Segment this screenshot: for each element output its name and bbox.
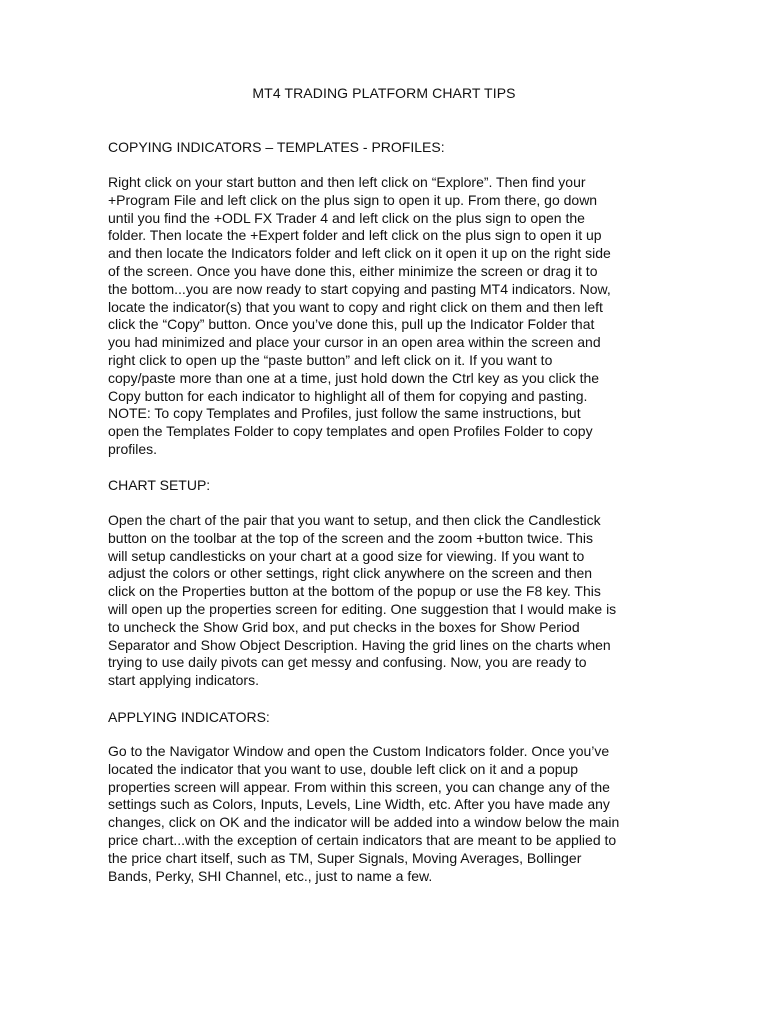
section-body-chart-setup [108,512,668,690]
document-title: MT4 TRADING PLATFORM CHART TIPS [252,85,516,101]
body-line: of the screen. Once you have done this, either minimize the screen or drag it to [108,262,598,279]
section-heading-chart-setup: CHART SETUP: [108,477,211,493]
body-line: you had minimized and place your cursor in an open area within the screen and [108,334,601,351]
body-line: to uncheck the Show Grid box, and put checks in the boxes for Show Period [108,618,580,635]
section-heading-applying-indicators: APPLYING INDICATORS: [108,709,270,725]
body-line: Copy button for each indicator to highlight all of them for copying and pasting. [108,387,588,404]
body-line: located the indicator that you want to use, double left click on it and a popup [108,760,579,777]
body-line: Bands, Perky, SHI Channel, etc., just to name a few. [108,867,433,884]
body-line: +Program File and left click on the plus sign to open it up. From there, go down [108,191,598,208]
body-line: right click to open up the “paste button” and left click on it. If you want to [108,351,553,368]
body-line: the price chart itself, such as TM, Super Signals, Moving Averages, Bollinger [108,849,582,866]
body-line: trying to use daily pivots can get messy and confusing. Now, you are ready to [108,654,587,671]
body-line: profiles. [108,440,158,457]
body-line: the bottom...you are now ready to start copying and pasting MT4 indicators. Now, [108,280,611,297]
body-line: will open up the properties screen for editing. One suggestion that I would make is [108,600,617,617]
body-line: click the “Copy” button. Once you’ve done this, pull up the Indicator Folder that [108,316,595,333]
body-line: Separator and Show Object Description. Having the grid lines on the charts when [108,636,611,653]
body-line: Go to the Navigator Window and open the Custom Indicators folder. Once you’ve [108,743,610,759]
body-line: Open the chart of the pair that you want to setup, and then click the Candlestick [108,512,601,528]
body-line: will setup candlesticks on your chart at a good size for viewing. If you want to [108,547,585,564]
body-line: properties screen will appear. From within this screen, you can change any of the [108,778,610,795]
body-line: copy/paste more than one at a time, just hold down the Ctrl key as you click the [108,369,600,386]
section-body-copying-indicators [108,174,668,459]
body-line: until you find the +ODL FX Trader 4 and left click on the plus sign to open the [108,209,585,226]
body-line: open the Templates Folder to copy templates and open Profiles Folder to copy [108,423,593,440]
body-line: start applying indicators. [108,672,259,689]
body-line: price chart...with the exception of certain indicators that are meant to be applied to [108,831,617,848]
body-line: NOTE: To copy Templates and Profiles, just follow the same instructions, but [108,405,581,422]
body-line: click on the Properties button at the bottom of the popup or use the F8 key. This [108,583,601,600]
body-line: and then locate the Indicators folder and left click on it open it up on the right side [108,245,611,262]
body-line: button on the toolbar at the top of the screen and the zoom +button twice. This [108,529,594,546]
body-line: settings such as Colors, Inputs, Levels, Line Width, etc. After you have made any [108,796,610,813]
body-line: folder. Then locate the +Expert folder and left click on the plus sign to open it up [108,227,602,244]
body-line: adjust the colors or other settings, right click anywhere on the screen and then [108,565,593,582]
section-body-applying-indicators [108,743,668,885]
body-line: changes, click on OK and the indicator will be added into a window below the main [108,814,620,831]
body-line: Right click on your start button and then left click on “Explore”. Then find your [108,174,586,190]
body-line: locate the indicator(s) that you want to copy and right click on them and then left [108,298,603,315]
section-heading-copying-indicators: COPYING INDICATORS – TEMPLATES - PROFILES: [108,139,445,155]
